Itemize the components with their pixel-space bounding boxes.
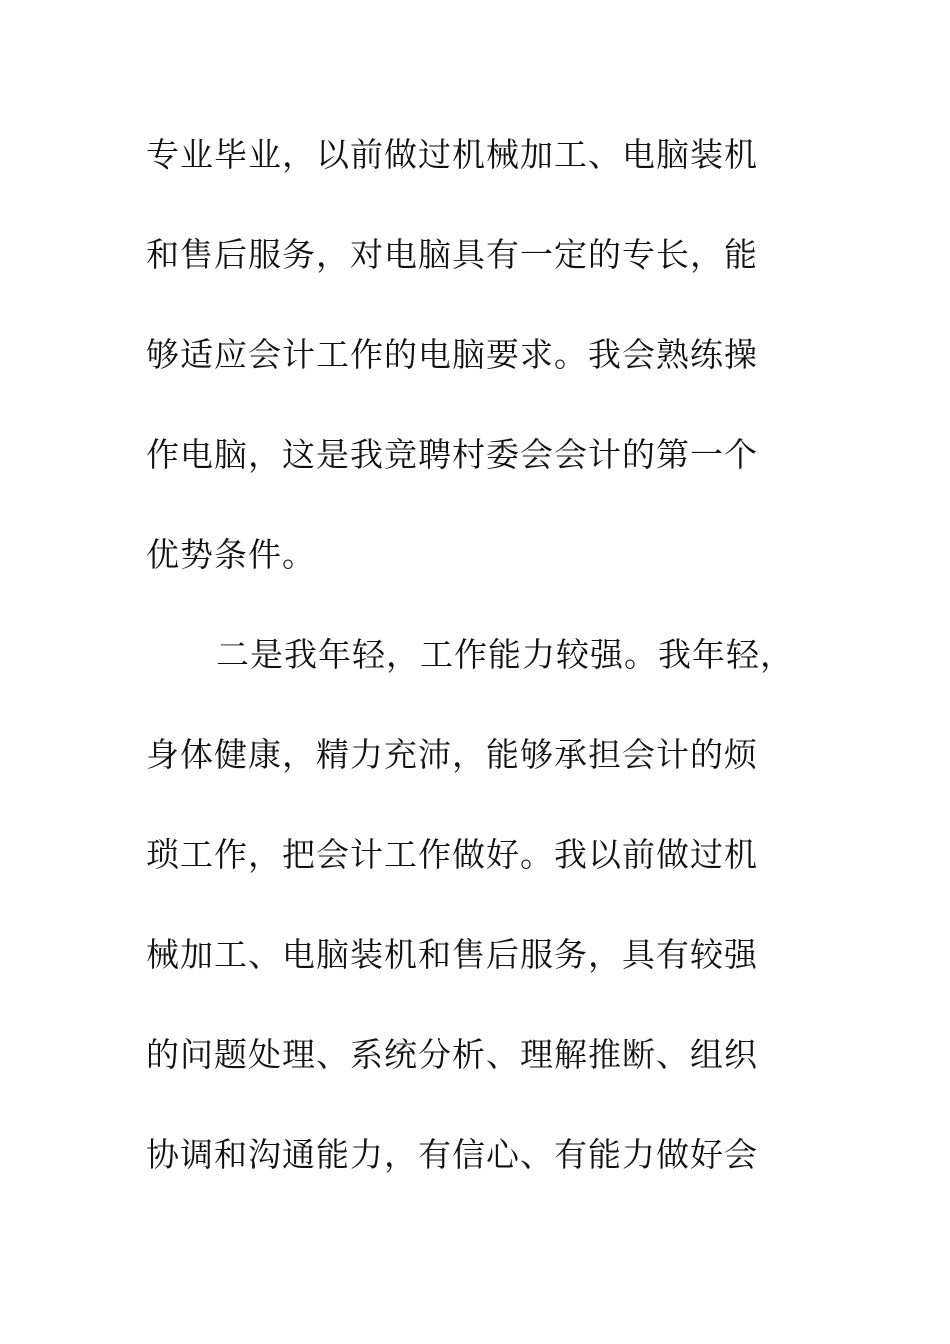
text-line: 的问题处理、系统分析、理解推断、组织 (146, 1035, 758, 1074)
document-body (146, 127, 806, 1227)
text-line: 专业毕业，以前做过机械加工、电脑装机 (146, 135, 758, 174)
text-line: 协调和沟通能力，有信心、有能力做好会 (146, 1135, 758, 1174)
text-line: 作电脑，这是我竞聘村委会会计的第一个 (146, 435, 758, 474)
text-line: 身体健康，精力充沛，能够承担会计的烦 (146, 735, 758, 774)
text-line: 够适应会计工作的电脑要求。我会熟练操 (146, 335, 758, 374)
text-line: 琐工作，把会计工作做好。我以前做过机 (146, 835, 758, 874)
text-line: 优势条件。 (146, 535, 316, 574)
paragraph-start-line: 二是我年轻，工作能力较强。我年轻， (216, 635, 794, 674)
text-line: 械加工、电脑装机和售后服务，具有较强 (146, 935, 758, 974)
text-line: 和售后服务，对电脑具有一定的专长，能 (146, 235, 758, 274)
